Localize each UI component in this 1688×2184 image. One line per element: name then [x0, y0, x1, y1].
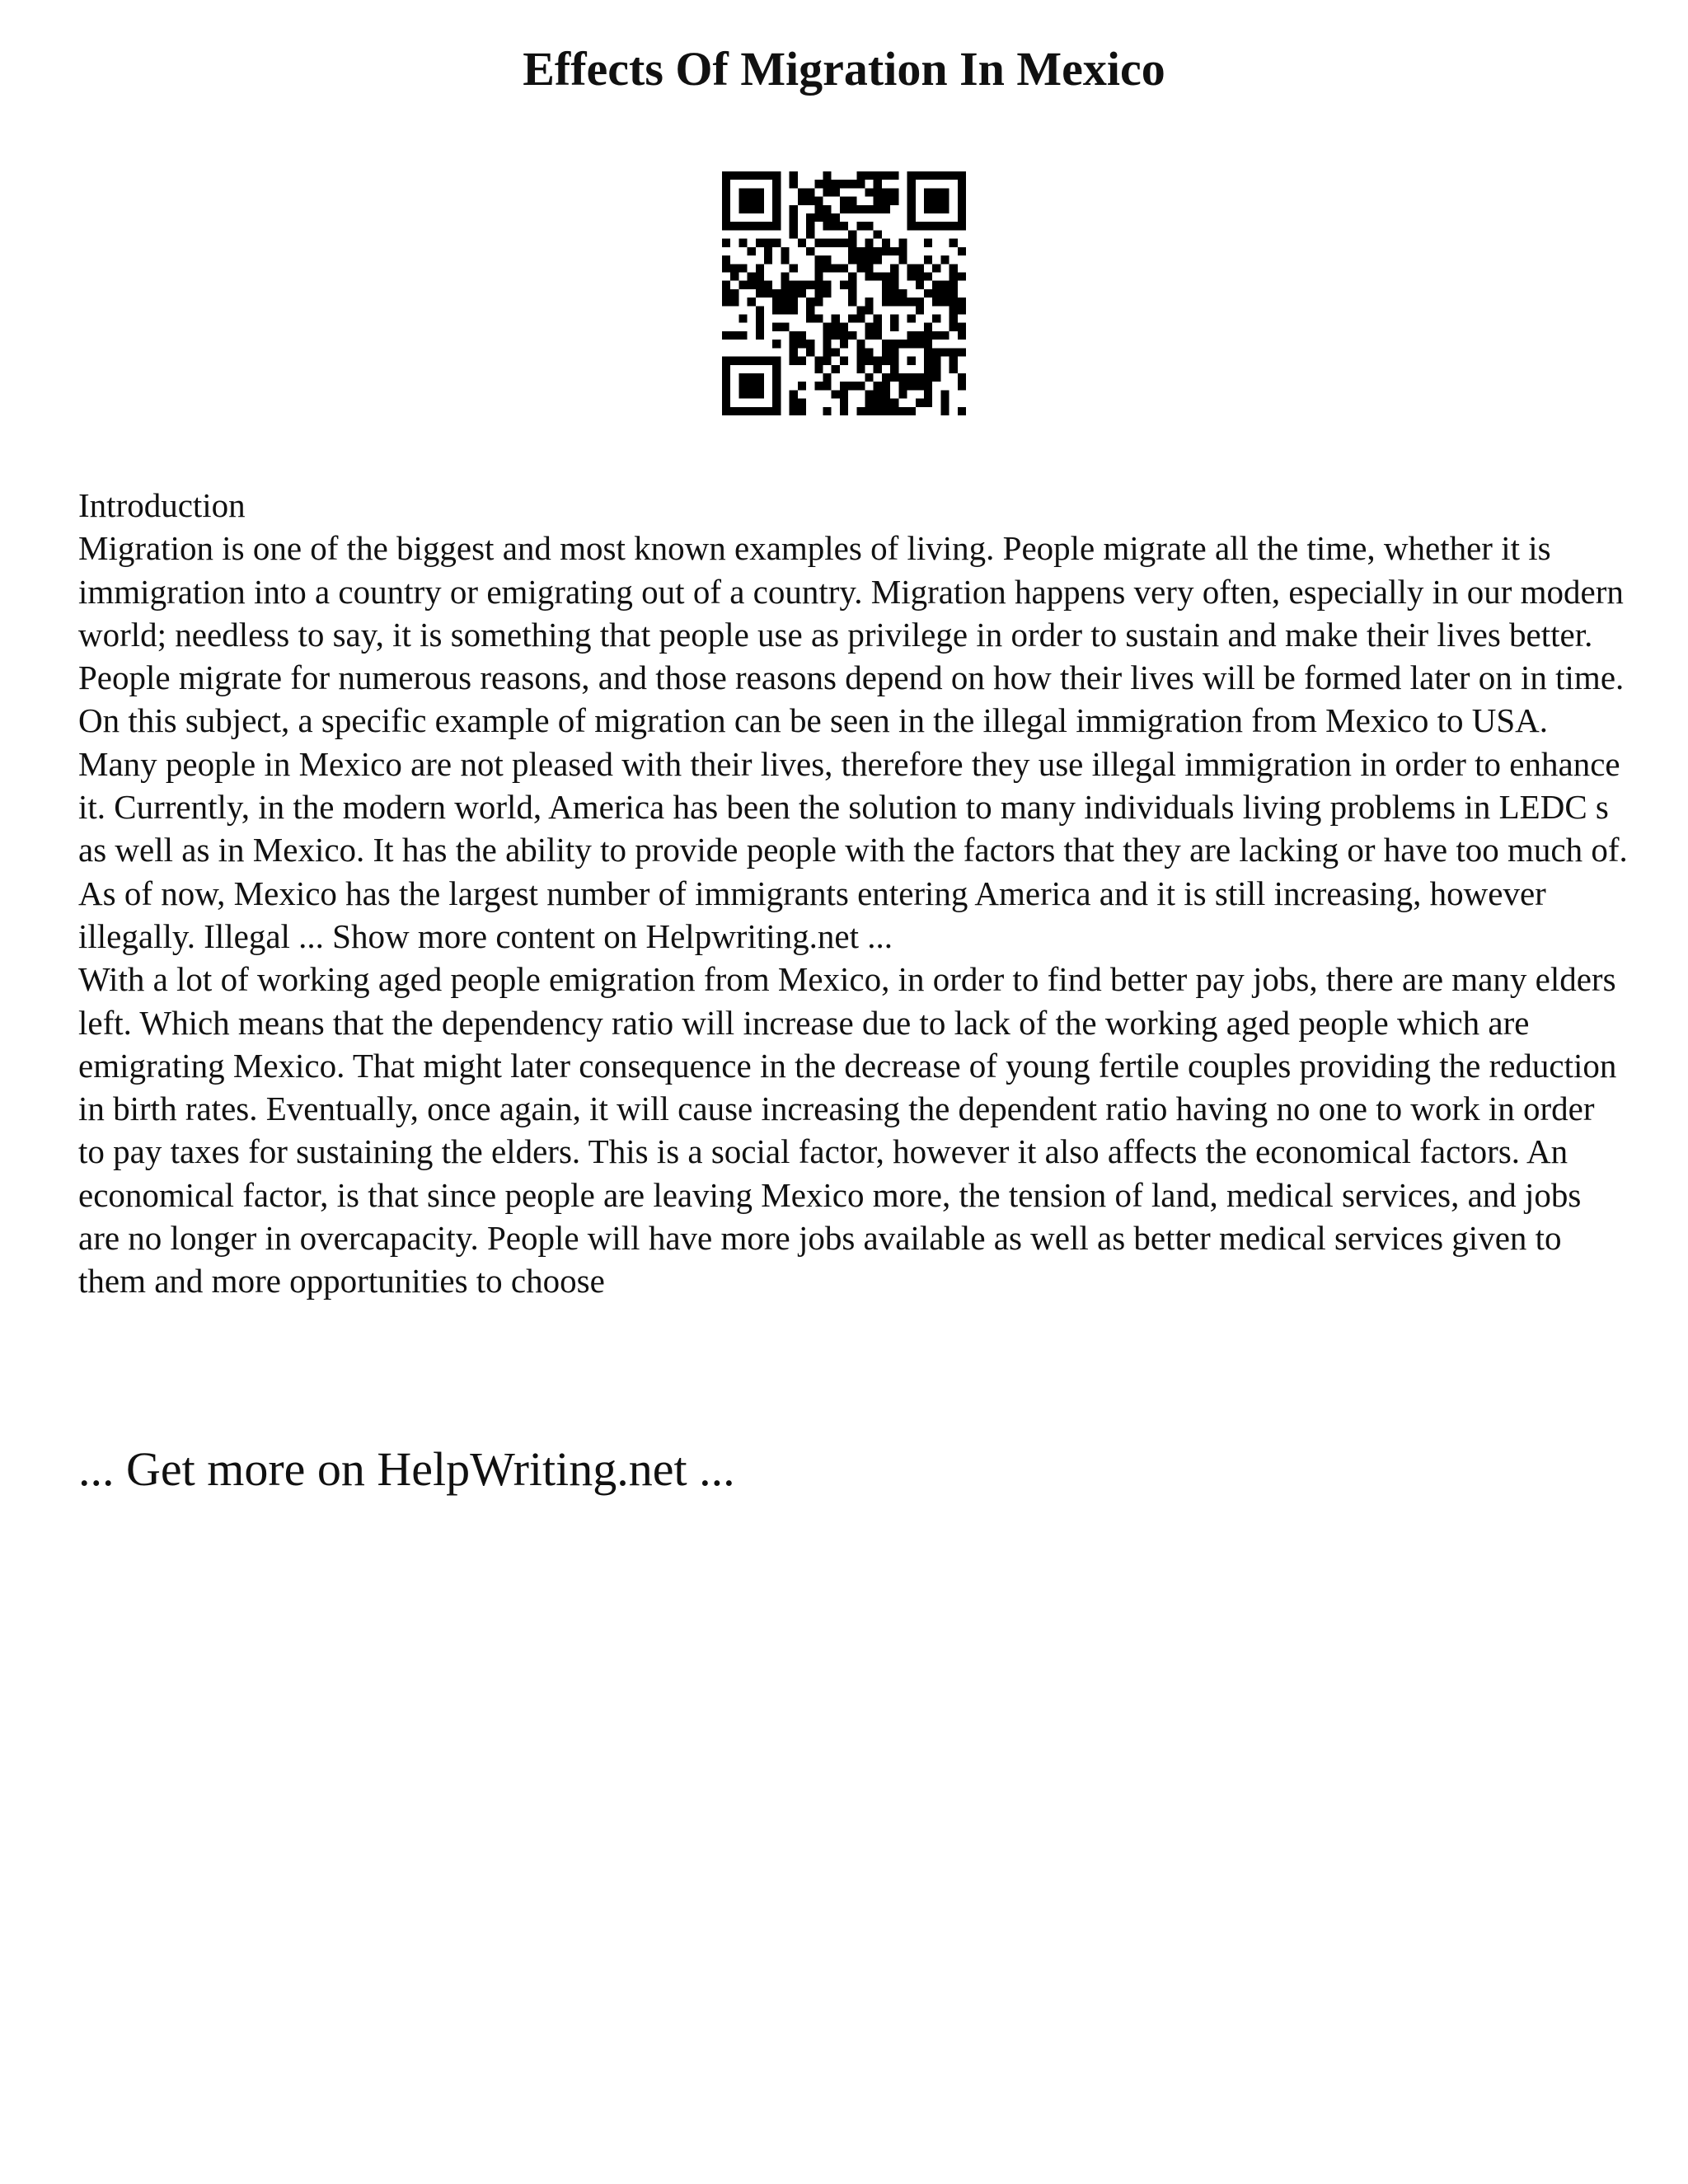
paragraph-effects: With a lot of working aged people emigration from Mexico, in order to find better pay jobs, there are many elders left. Which means that the dependency ratio will increase due to lack of the working aged people which are emigrating Mexico. That might later consequence in the decrease of young fertile couples providing the reduction in birth rates. Eventually, once again, it will cause increasing the dependent ratio having no one to work in order to pay taxes for sustaining the elders. This is a social factor, however it also affects the economical factors. An economical factor, is that since people are leaving Mexico more, the tension of land, medical services, and jobs are no longer in overcapacity. People will have more jobs available as well as better medical services given to them and more opportunities to choose	[78, 960, 1617, 1301]
document-body	[78, 484, 1628, 1303]
section-heading: Introduction	[78, 486, 246, 524]
paragraph-intro: Migration is one of the biggest and most known examples of living. People migrate all the time, whether it is immigration into a country or emigrating out of a country. Migration happens very often, especially in our modern world; needless to say, it is something that people use as privilege in order to sustain and make their lives better. People migrate for numerous reasons, and those reasons depend on how their lives will be formed later on in time. On this subject, a specific example of migration can be seen in the illegal immigration from Mexico to USA. Many people in Mexico are not pleased with their lives, therefore they use illegal immigration in order to enhance it. Currently, in the modern world, America has been the solution to many individuals living problems in LEDC s as well as in Mexico. It has the ability to provide people with the factors that they are lacking or have too much of. As of now, Mexico has the largest number of immigrants entering America and it is still increasing, however illegally. Illegal ... Show more content on Helpwriting.net ...	[78, 529, 1628, 955]
document-title: Effects Of Migration In Mexico	[523, 42, 1165, 96]
get-more-link[interactable]: ... Get more on HelpWriting.net ...	[78, 1442, 735, 1496]
qr-code-icon	[722, 171, 966, 415]
